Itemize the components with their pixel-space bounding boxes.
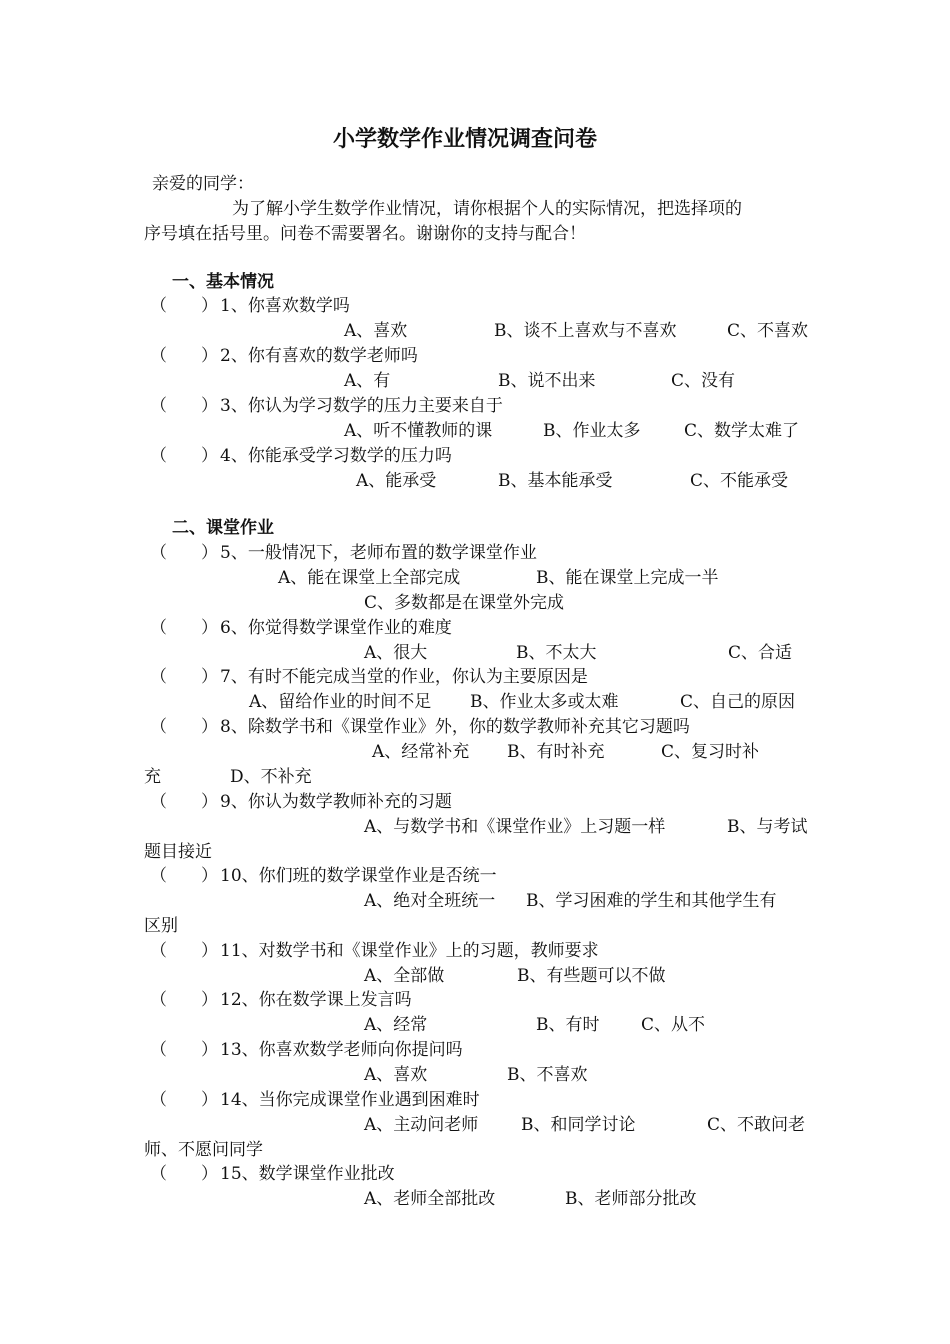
answer-paren[interactable]: （ ） <box>150 346 218 366</box>
option-b: B、作业太多 <box>543 421 641 441</box>
option-a: A、很大 <box>364 643 428 663</box>
answer-paren[interactable]: （ ） <box>150 1090 218 1110</box>
answer-paren[interactable]: （ ） <box>150 667 218 687</box>
option-c: C、自己的原因 <box>680 692 796 712</box>
answer-paren[interactable]: （ ） <box>150 990 218 1010</box>
option-a: A、听不懂教师的课 <box>344 421 493 441</box>
option-b: B、老师部分批改 <box>565 1189 697 1209</box>
answer-paren[interactable]: （ ） <box>150 396 218 416</box>
answer-paren[interactable]: （ ） <box>150 717 218 737</box>
option-b: B、作业太多或太难 <box>470 692 619 712</box>
option-b: B、说不出来 <box>498 371 596 391</box>
question-text: 11、对数学书和《课堂作业》上的习题，教师要求 <box>220 941 599 961</box>
answer-paren[interactable]: （ ） <box>150 1040 218 1060</box>
option-c: C、复习时补 <box>661 742 760 762</box>
option-a: A、喜欢 <box>364 1065 428 1085</box>
option-b: B、有些题可以不做 <box>517 966 666 986</box>
intro-line-1: 为了解小学生数学作业情况，请你根据个人的实际情况，把选择项的 <box>232 199 742 219</box>
section-heading-classwork: 二、课堂作业 <box>172 518 274 538</box>
option-b: B、与考试 <box>727 817 808 837</box>
question-text: 8、除数学书和《课堂作业》外，你的数学教师补充其它习题吗 <box>220 717 690 737</box>
question-text: 9、你认为数学教师补充的习题 <box>220 792 452 812</box>
option-a: A、绝对全班统一 <box>364 891 496 911</box>
page-title: 小学数学作业情况调查问卷 <box>333 126 598 152</box>
greeting: 亲爱的同学： <box>152 174 254 194</box>
option-b: B、学习困难的学生和其他学生有 <box>526 891 777 911</box>
option-d: D、不补充 <box>230 767 312 787</box>
option-c: C、合适 <box>728 643 793 663</box>
answer-paren[interactable]: （ ） <box>150 792 218 812</box>
option-b: B、基本能承受 <box>498 471 613 491</box>
question-text: 14、当你完成课堂作业遇到困难时 <box>220 1090 480 1110</box>
option-c: C、不能承受 <box>690 471 789 491</box>
option-a: A、经常补充 <box>372 742 470 762</box>
question-text: 2、你有喜欢的数学老师吗 <box>220 346 418 366</box>
question-text: 15、数学课堂作业批改 <box>220 1164 395 1184</box>
answer-paren[interactable]: （ ） <box>150 296 218 316</box>
option-b: B、和同学讨论 <box>521 1115 636 1135</box>
question-text: 6、你觉得数学课堂作业的难度 <box>220 618 452 638</box>
option-a: A、有 <box>344 371 391 391</box>
option-c: C、不喜欢 <box>727 321 809 341</box>
option-b: B、谈不上喜欢与不喜欢 <box>494 321 677 341</box>
option-a: A、老师全部批改 <box>364 1189 496 1209</box>
option-a: A、能在课堂上全部完成 <box>278 568 461 588</box>
answer-paren[interactable]: （ ） <box>150 543 218 563</box>
option-b-continued: 区别 <box>144 916 178 936</box>
answer-paren[interactable]: （ ） <box>150 866 218 886</box>
option-c: C、数学太难了 <box>684 421 800 441</box>
option-c-continued: 充 <box>144 767 161 787</box>
question-text: 10、你们班的数学课堂作业是否统一 <box>220 866 497 886</box>
answer-paren[interactable]: （ ） <box>150 941 218 961</box>
option-b-continued: 题目接近 <box>144 842 212 862</box>
option-a: A、喜欢 <box>344 321 408 341</box>
answer-paren[interactable]: （ ） <box>150 618 218 638</box>
question-text: 1、你喜欢数学吗 <box>220 296 350 316</box>
answer-paren[interactable]: （ ） <box>150 446 218 466</box>
option-a: A、全部做 <box>364 966 445 986</box>
option-c-continued: 师、不愿问同学 <box>144 1140 263 1160</box>
option-a: A、主动问老师 <box>364 1115 479 1135</box>
option-a: A、与数学书和《课堂作业》上习题一样 <box>364 817 666 837</box>
intro-line-2: 序号填在括号里。问卷不需要署名。谢谢你的支持与配合！ <box>144 224 586 244</box>
option-b: B、不喜欢 <box>507 1065 588 1085</box>
option-b: B、能在课堂上完成一半 <box>536 568 719 588</box>
question-text: 3、你认为学习数学的压力主要来自于 <box>220 396 503 416</box>
option-b: B、有时 <box>536 1015 600 1035</box>
question-text: 13、你喜欢数学老师向你提问吗 <box>220 1040 463 1060</box>
option-c: C、没有 <box>671 371 736 391</box>
option-a: A、能承受 <box>356 471 437 491</box>
option-b: B、不太大 <box>516 643 597 663</box>
question-text: 4、你能承受学习数学的压力吗 <box>220 446 452 466</box>
option-a: A、留给作业的时间不足 <box>249 692 432 712</box>
question-text: 5、一般情况下，老师布置的数学课堂作业 <box>220 543 537 563</box>
question-text: 12、你在数学课上发言吗 <box>220 990 412 1010</box>
question-text: 7、有时不能完成当堂的作业，你认为主要原因是 <box>220 667 588 687</box>
answer-paren[interactable]: （ ） <box>150 1164 218 1184</box>
option-b: B、有时补充 <box>507 742 605 762</box>
option-c: C、多数都是在课堂外完成 <box>364 593 565 613</box>
option-a: A、经常 <box>364 1015 428 1035</box>
option-c: C、不敢问老 <box>707 1115 806 1135</box>
section-heading-basic: 一、基本情况 <box>172 272 274 292</box>
option-c: C、从不 <box>641 1015 706 1035</box>
